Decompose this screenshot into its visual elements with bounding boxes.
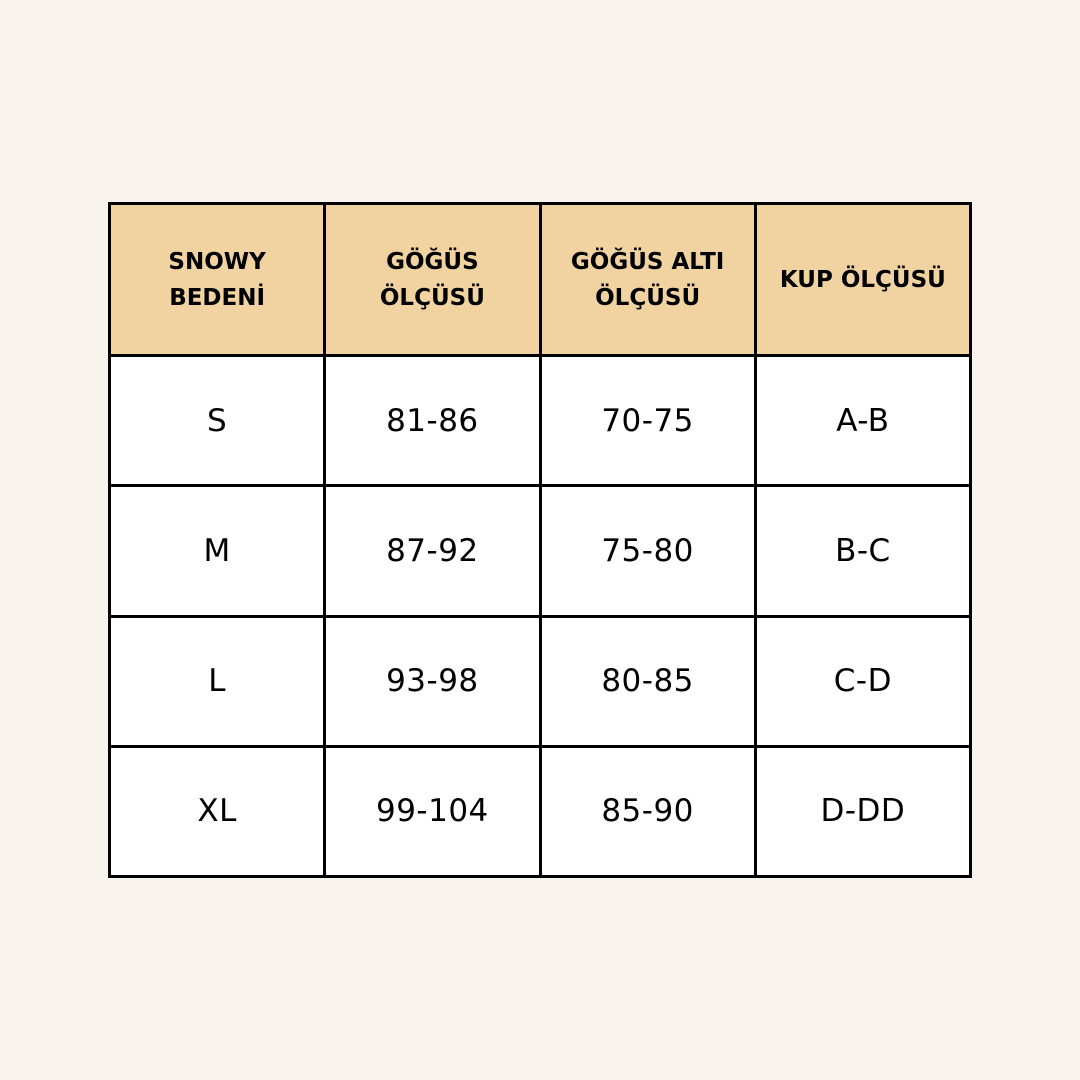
cell-cup: C-D bbox=[755, 616, 970, 746]
cell-size: S bbox=[110, 356, 325, 486]
header-size bbox=[110, 204, 325, 356]
header-underbust bbox=[540, 204, 755, 356]
table-row bbox=[110, 486, 971, 616]
header-bust-line-1: GÖĞÜS bbox=[386, 248, 479, 275]
cell-underbust: 75-80 bbox=[540, 486, 755, 616]
header-underbust-line-1: GÖĞÜS ALTI bbox=[570, 248, 725, 275]
cell-underbust: 70-75 bbox=[540, 356, 755, 486]
header-underbust-line-2: ÖLÇÜSÜ bbox=[595, 284, 701, 311]
cell-cup: B-C bbox=[755, 486, 970, 616]
cell-size: M bbox=[110, 486, 325, 616]
header-cup bbox=[755, 204, 970, 356]
cell-cup: D-DD bbox=[755, 746, 970, 876]
table-row bbox=[110, 356, 971, 486]
header-size-line-1: SNOWY bbox=[168, 248, 266, 275]
cell-bust: 81-86 bbox=[325, 356, 540, 486]
table-row bbox=[110, 616, 971, 746]
header-size-line-2: BEDENİ bbox=[169, 284, 266, 311]
cell-size: XL bbox=[110, 746, 325, 876]
header-row bbox=[110, 204, 971, 356]
cell-size: L bbox=[110, 616, 325, 746]
cell-bust: 87-92 bbox=[325, 486, 540, 616]
header-bust-line-2: ÖLÇÜSÜ bbox=[379, 284, 485, 311]
cell-underbust: 80-85 bbox=[540, 616, 755, 746]
cell-bust: 99-104 bbox=[325, 746, 540, 876]
header-bust bbox=[325, 204, 540, 356]
cell-underbust: 85-90 bbox=[540, 746, 755, 876]
cell-cup: A-B bbox=[755, 356, 970, 486]
size-chart-table bbox=[108, 202, 972, 878]
header-cup-line-1: KUP ÖLÇÜSÜ bbox=[779, 266, 946, 293]
cell-bust: 93-98 bbox=[325, 616, 540, 746]
table-row bbox=[110, 746, 971, 876]
